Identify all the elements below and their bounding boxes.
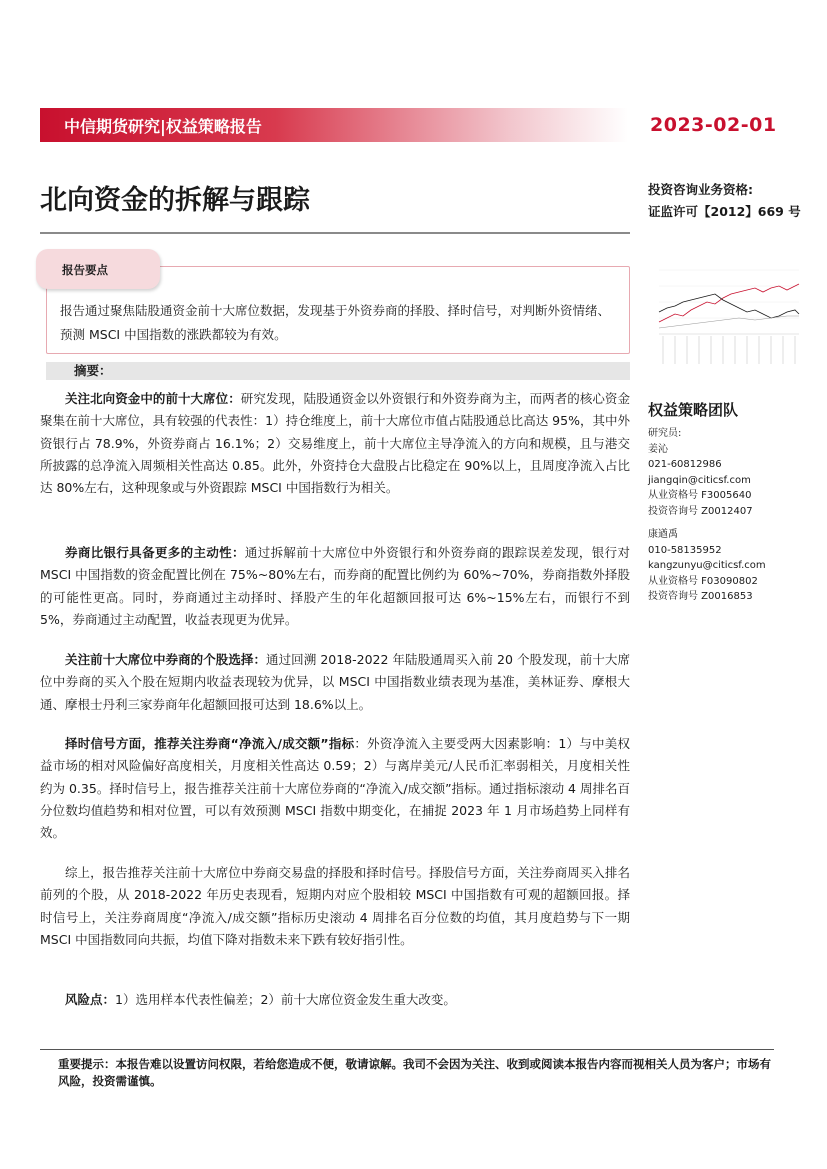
summary-tag-label: 报告要点 — [62, 263, 108, 277]
title-divider — [40, 232, 630, 234]
abstract-paragraph-1 — [40, 388, 630, 499]
paragraph-4-text: ：外资净流入主要受两大因素影响：1）与中美权益市场的相对风险偏好高度相关，月度相关性高达 0.59；2）与离岸美元/人民币汇率弱相关，月度相关性约为 0.35。择时信号上，报告推荐关注前十大席位券商的“净流入/成交额”指标。通过指标滚动 4 周排名百分位数均值趋势和相对位置，可以有效预测 MSCI 指数中期变化，在捕捉 2023 年 1 月市场趋势上同样有效。 — [40, 736, 630, 841]
abstract-bar — [46, 362, 630, 380]
paragraph-5-text: 综上，报告推荐关注前十大席位中券商交易盘的择股和择时信号。择股信号方面，关注券商周买入排名前列的个股，从 2018-2022 年历史表现看，短期内对应个股相较 MSCI 中国指数有可观的超额回报。择时信号上，关注券商周度“净流入/成交额”指标历史滚动 4 周排名百分位数的均值，其月度趋势与下一期 MSCI 中国指数同向共振，均值下降对指数未来下跌有较好指引性。 — [40, 865, 630, 947]
abstract-paragraph-4 — [40, 733, 630, 844]
brand-line: 中信期货研究|权益策略报告 — [64, 117, 262, 136]
member-2-license-2: 投资咨询号 Z0016853 — [648, 591, 753, 602]
paragraph-4-lead: 择时信号方面，推荐关注券商“净流入/成交额”指标 — [65, 736, 355, 751]
contact-member-1 — [648, 426, 753, 519]
footer-divider — [40, 1049, 774, 1050]
qualification — [648, 179, 801, 223]
qualification-line-2: 证监许可【2012】669 号 — [648, 204, 801, 219]
abstract-paragraph-5 — [40, 862, 630, 951]
abstract-paragraph-2 — [40, 542, 630, 631]
team-title: 权益策略团队 — [648, 401, 739, 419]
report-date: 2023-02-01 — [650, 114, 777, 136]
member-2-license-1: 从业资格号 F03090802 — [648, 575, 758, 587]
member-1-email[interactable]: jiangqin@citicsf.com — [648, 474, 751, 486]
risk-lead: 风险点： — [65, 992, 116, 1007]
member-1-name: 姜沁 — [648, 443, 668, 455]
paragraph-2-text: 通过拆解前十大席位中外资银行和外资券商的跟踪误差发现，银行对 MSCI 中国指数的资金配置比例在 75%~80%左右，而券商的配置比例约为 60%~70%，券商指数外择股的可能性更高。同时，券商通过主动择时、择股产生的年化超额回报可达 6%~15%左右，而银行不到 5%，券商通过主动配置，收益表现更为优异。 — [40, 545, 630, 627]
contact-member-2 — [648, 527, 766, 605]
member-1-phone: 021-60812986 — [648, 459, 722, 470]
paragraph-3-text: 通过回溯 2018-2022 年陆股通周买入前 20 个股发现，前十大席位中券商的买入个股在短期内收益表现较为优异，以 MSCI 中国指数业绩表现为基准，美林证券、摩根大通、摩根士丹利三家券商年化超额回报可达到 18.6%以上。 — [40, 652, 630, 712]
paragraph-1-lead: 关注北向资金中的前十大席位： — [65, 391, 241, 406]
member-2-email[interactable]: kangzunyu@citicsf.com — [648, 560, 766, 571]
summary-text: 报告通过聚焦陆股通资金前十大席位数据，发现基于外资券商的择股、择时信号，对判断外资情绪、预测 MSCI 中国指数的涨跌都较为有效。 — [60, 303, 611, 342]
qualification-line-1: 投资咨询业务资格: — [648, 182, 753, 197]
member-1-license-2: 投资咨询号 Z0012407 — [648, 505, 753, 517]
paragraph-2-lead: 券商比银行具备更多的主动性： — [65, 545, 245, 560]
paragraph-3-lead: 关注前十大席位中券商的个股选择： — [65, 652, 267, 667]
member-2-phone: 010-58135952 — [648, 544, 722, 556]
footer-notice: 重要提示：本报告难以设置访问权限，若给您造成不便，敬请谅解。我司不会因为关注、收到或阅读本报告内容而视相关人员为客户；市场有风险，投资需谨慎。 — [58, 1057, 771, 1088]
abstract-paragraph-3 — [40, 649, 630, 716]
risk-text: 1）选用样本代表性偏差；2）前十大席位资金发生重大改变。 — [115, 992, 456, 1007]
paragraph-1-text: 研究发现，陆股通资金以外资银行和外资券商为主，而两者的核心资金聚集在前十大席位，具有较强的代表性：1）持仓维度上，前十大席位市值占陆股通总比高达 95%，其中外资银行占 78.9%，外资券商占 16.1%；2）交易维度上，前十大席位主导净流入的方向和规模，且与港交所披露的总净流入周频相关性高达 0.85。此外，外资持仓大盘股占比稳定在 90%以上，且周度净流入占比达 80%左右，这种现象或与外资跟踪 MSCI 中国指数行为相关。 — [40, 391, 630, 496]
risk-paragraph — [40, 989, 630, 1011]
member-2-name: 康遒禹 — [648, 529, 678, 540]
researcher-role: 研究员: — [648, 428, 682, 439]
abstract-label: 摘要： — [74, 363, 112, 378]
member-1-license-1: 从业资格号 F3005640 — [648, 490, 752, 501]
thumbnail-chart — [645, 252, 805, 370]
page-title: 北向资金的拆解与跟踪 — [40, 185, 310, 216]
